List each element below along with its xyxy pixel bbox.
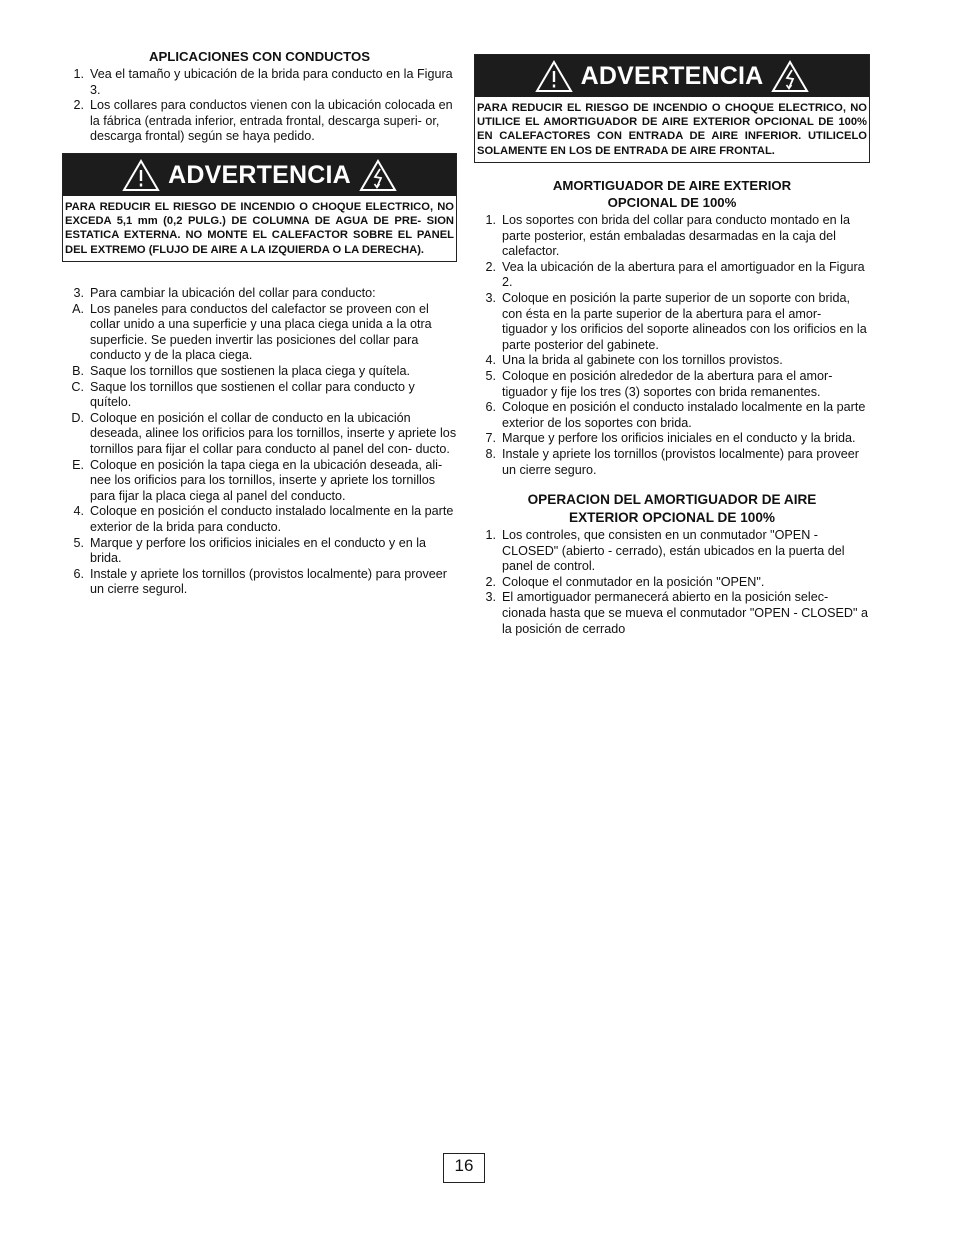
list-text: Coloque en posición el conducto instalado localmente en la parte exterior de los soportes con brida. [502, 400, 866, 430]
warning-text: PARA REDUCIR EL RIESGO DE INCENDIO O CHOQUE ELECTRICO, NO EXCEDA 5,1 mm (0,2 PULG.) DE COLUMNA DE AGUA DE PRE- SION ESTATICA EXTERNA. NO MONTE EL CALEFACTOR SOBRE EL PANEL DEL EXTREMO (FLUJO DE AIRE A LA IZQUIERDA O LA DERECHA). [65, 201, 454, 256]
list-item [474, 590, 870, 637]
lightning-triangle-icon [359, 159, 397, 192]
list-marker: 3. [73, 286, 84, 300]
collar-change-steps-list [62, 286, 457, 598]
list-item [62, 504, 457, 535]
list-text: Coloque en posición la tapa ciega en la ubicación deseada, ali- nee los orificios para los tornillos, inserte y apriete los tornillos para fijar la placa ciega al panel del conducto. [90, 457, 443, 503]
list-marker: A. [72, 301, 84, 316]
list-marker: 6. [485, 400, 496, 415]
list-text: Los paneles para conductos del calefactor se proveen con el collar unido a una superficie y una placa ciega unida a la otra superficie. Se pueden invertir las posiciones del collar para conducto y de la placa ciega. [90, 301, 432, 363]
list-marker: 4. [485, 353, 496, 368]
warning-box-damper [474, 54, 870, 163]
damper-install-steps-list [474, 213, 870, 478]
list-item [474, 369, 870, 400]
section-heading-damper [474, 177, 870, 211]
list-marker: 2. [485, 574, 496, 589]
section-heading-damper-operation [474, 491, 870, 527]
list-item [474, 291, 870, 353]
list-marker: 1. [73, 67, 84, 81]
exclamation-triangle-icon [122, 159, 160, 192]
list-text: Saque los tornillos que sostienen el collar para conducto y quítelo. [90, 379, 415, 410]
list-text: Los soportes con brida del collar para conducto montado en la parte posterior, están embaladas desarmadas en la caja del calefactor. [502, 213, 850, 259]
list-marker: E. [72, 457, 84, 472]
list-text: Los collares para conductos vienen con la ubicación colocada en la fábrica (entrada inferior, entrada frontal, descarga superi- or, descarga frontal) según se haya pedido. [90, 98, 453, 144]
warning-box-static-pressure [62, 153, 457, 262]
list-text: Para cambiar la ubicación del collar para conducto: [90, 286, 376, 300]
list-marker: D. [71, 410, 84, 425]
list-item [474, 447, 870, 478]
list-item [474, 575, 870, 591]
list-item [474, 353, 870, 369]
list-text: Coloque en posición la parte superior de un soporte con brida, con ésta en la parte superior de la abertura para el amor- tiguador y los orificios del soporte alineados con los orificios en la parte posterior del gabinete. [502, 290, 867, 352]
list-text: Vea la ubicación de la abertura para el amortiguador en la Figura 2. [502, 259, 865, 290]
list-item [474, 213, 870, 260]
page-number: 16 [443, 1153, 485, 1183]
list-marker: 7. [485, 431, 496, 446]
lightning-triangle-icon [771, 60, 809, 93]
list-item [62, 536, 457, 567]
list-marker: 6. [73, 566, 84, 581]
list-marker: B. [72, 363, 84, 378]
list-item [474, 400, 870, 431]
warning-title-bar [475, 55, 869, 97]
list-item [62, 458, 457, 505]
list-item [62, 380, 457, 411]
list-text: Instale y apriete los tornillos (provistos localmente) para proveer un cierre segurol. [90, 566, 447, 597]
heading-line-2: OPCIONAL DE 100% [607, 195, 737, 210]
heading-line-2: EXTERIOR OPCIONAL DE 100% [569, 510, 775, 525]
list-marker: 3. [485, 290, 496, 305]
list-item [62, 411, 457, 458]
damper-operation-steps-list [474, 528, 870, 637]
list-marker: C. [71, 379, 84, 394]
list-text: Vea el tamaño y ubicación de la brida para conducto en la Figura 3. [90, 67, 453, 97]
list-marker: 1. [485, 528, 496, 542]
list-item [62, 302, 457, 364]
list-marker: 4. [73, 504, 84, 519]
list-text: Los controles, que consisten en un conmutador "OPEN - CLOSED" (abierto - cerrado), están ubicados en la puerta del panel de control. [502, 528, 845, 574]
list-item [62, 567, 457, 598]
warning-title-bar [63, 154, 456, 196]
list-marker: 2. [485, 259, 496, 274]
list-item [62, 98, 457, 145]
warning-title: ADVERTENCIA [580, 61, 764, 90]
warning-text: PARA REDUCIR EL RIESGO DE INCENDIO O CHOQUE ELECTRICO, NO UTILICE EL AMORTIGUADOR DE AIRE EXTERIOR OPCIONAL DE 100% EN CALEFACTORES CON ENTRADA DE AIRE INFERIOR. UTILICELO SOLAMENTE EN LOS DE ENTRADA DE AIRE FRONTAL. [477, 102, 867, 157]
list-item [62, 286, 457, 302]
list-text: El amortiguador permanecerá abierto en la posición selec- cionada hasta que se mueva el conmutador "OPEN - CLOSED" a la posición de cerrado [502, 590, 868, 636]
list-text: Marque y perfore los orificios iniciales en el conducto y en la brida. [90, 535, 427, 566]
list-text: Instale y apriete los tornillos (provistos localmente) para proveer un cierre seguro. [502, 446, 859, 477]
list-item [474, 528, 870, 575]
list-text: Marque y perfore los orificios iniciales en el conducto y la brida. [502, 431, 856, 446]
list-item [62, 364, 457, 380]
heading-line-1: OPERACION DEL AMORTIGUADOR DE AIRE [527, 492, 817, 507]
exclamation-triangle-icon [535, 60, 573, 93]
warning-title: ADVERTENCIA [168, 160, 351, 189]
duct-steps-list [62, 67, 457, 145]
list-marker: 1. [485, 213, 496, 227]
list-item [474, 431, 870, 447]
list-text: Una la brida al gabinete con los tornillos provistos. [502, 353, 783, 368]
list-item [62, 67, 457, 98]
list-marker: 3. [485, 590, 496, 605]
section-heading-duct-applications: APLICACIONES CON CONDUCTOS [148, 49, 371, 64]
heading-line-1: AMORTIGUADOR DE AIRE EXTERIOR [552, 178, 792, 193]
list-marker: 5. [73, 535, 84, 550]
list-text: Coloque el conmutador en la posición "OPEN". [502, 574, 765, 589]
list-marker: 5. [485, 368, 496, 383]
list-text: Coloque en posición el collar de conducto en la ubicación deseada, alinee los orificios para los tornillos, inserte y apriete los tornillos para fijar el collar para conducto al panel del con- ducto. [90, 410, 457, 456]
list-item [474, 260, 870, 291]
list-text: Coloque en posición el conducto instalado localmente en la parte exterior de la brida para conducto. [90, 504, 454, 534]
list-text: Saque los tornillos que sostienen la placa ciega y quítela. [90, 363, 410, 378]
list-marker: 2. [73, 98, 84, 113]
list-marker: 8. [485, 446, 496, 461]
list-text: Coloque en posición alrededor de la abertura para el amor- tiguador y fije los tres (3) soportes con brida remanentes. [502, 368, 833, 399]
